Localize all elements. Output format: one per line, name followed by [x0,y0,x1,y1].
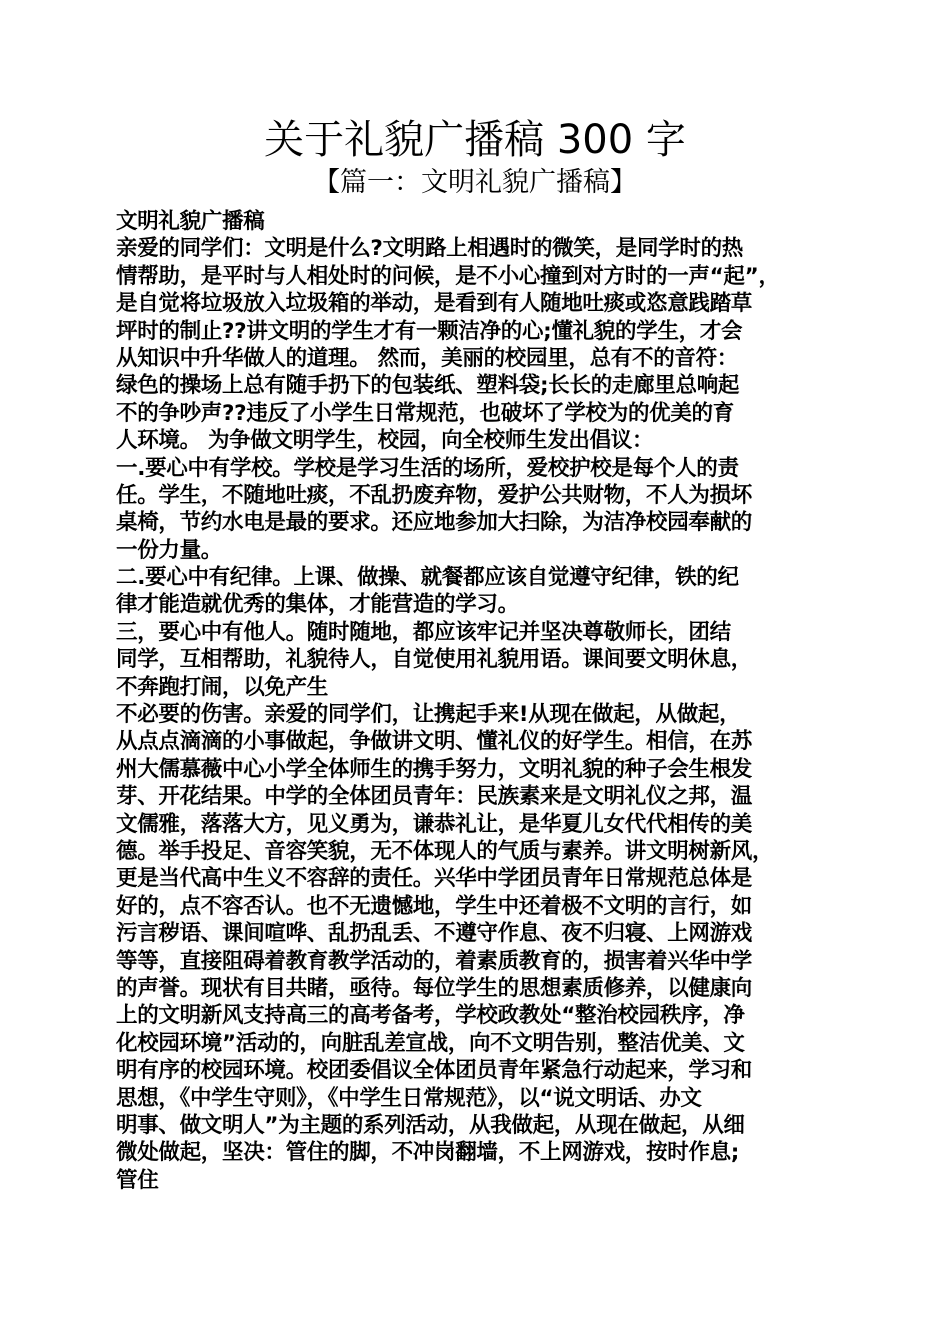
text-line: 情帮助，是平时与人相处时的问候，是不小心撞到对方时的一声“起”， [116,263,780,289]
text-line: 管住 [116,1167,159,1193]
text-line: 桌椅，节约水电是最的要求。还应地参加大扫除，为洁净校园奉献的 [116,510,753,536]
document-body [116,208,846,1194]
text-line: 等等，直接阻碍着教育教学活动的，着素质教育的，损害着兴华中学 [116,948,753,974]
text-line: 更是当代高中生义不容辞的责任。兴华中学团员青年日常规范总体是 [116,866,753,892]
text-line: 的声誉。现状有目共睹，亟待。每位学生的思想素质修养，以健康向 [116,975,753,1001]
text-line: 文儒雅，落落大方，见义勇为，谦恭礼让，是华夏儿女代代相传的美 [116,811,753,837]
text-line: 一份力量。 [116,537,223,563]
text-line: 明有序的校园环境。校团委倡议全体团员青年紧急行动起来，学习和 [116,1058,753,1084]
text-line: 上的文明新风支持高三的高考备考，学校政教处“整治校园秩序，净 [116,1003,745,1029]
text-line: 绿色的操场上总有随手扔下的包装纸、塑料袋;长长的走廊里总响起 [116,373,740,399]
text-line: 律才能造就优秀的集体，才能营造的学习。 [116,592,519,618]
text-line: 从知识中升华做人的道理。 然而，美丽的校园里，总有不的音符： [116,345,738,371]
document-title: 关于礼貌广播稿 300 字 [264,117,686,163]
text-line: 不奔跑打闹，以免产生 [116,674,329,700]
text-line: 不必要的伤害。亲爱的同学们，让携起手来!从现在做起，从做起， [116,702,741,728]
text-line: 德。举手投足、音容笑貌，无不体现人的气质与素养。讲文明树新风， [116,838,774,864]
text-line: 污言秽语、课间喧哗、乱扔乱丢、不遵守作息、夜不归寝、上网游戏 [116,921,753,947]
text-line: 化校园环境”活动的，向脏乱差宣战，向不文明告别，整洁优美、文 [116,1030,745,1056]
text-line: 一.要心中有学校。学校是学习生活的场所，爱校护校是每个人的责 [116,455,739,481]
text-line: 人环境。 为争做文明学生，校园，向全校师生发出倡议： [116,428,654,454]
document-subtitle: 【篇一：文明礼貌广播稿】 [313,167,637,198]
text-line: 坪时的制止??讲文明的学生才有一颗洁净的心;懂礼貌的学生，才会 [116,318,743,344]
text-line: 三，要心中有他人。随时随地，都应该牢记并坚决尊敬师长，团结 [116,619,731,645]
text-line: 微处做起，坚决：管住的脚，不冲岗翻墙，不上网游戏，按时作息; [116,1140,740,1166]
text-line: 文明礼貌广播稿 [116,209,265,234]
text-line: 州大儒慕薇中心小学全体师生的携手努力，文明礼貌的种子会生根发 [116,756,753,782]
text-line: 是自觉将垃圾放入垃圾箱的举动，是看到有人随地吐痰或恣意践踏草 [116,291,753,317]
text-line: 从点点滴滴的小事做起，争做讲文明、懂礼仪的好学生。相信，在苏 [116,729,753,755]
text-line: 思想，《中学生守则》，《中学生日常规范》，以“说文明话、办文 [116,1085,702,1111]
text-line: 不的争吵声??违反了小学生日常规范，也破坏了学校为的优美的育 [116,400,734,426]
text-line: 任。学生，不随地吐痰，不乱扔废弃物，爱护公共财物，不人为损坏 [116,482,753,508]
text-line: 同学，互相帮助，礼貌待人，自觉使用礼貌用语。课间要文明休息， [116,647,753,673]
text-line: 亲爱的同学们：文明是什么?文明路上相遇时的微笑，是同学时的热 [116,236,743,262]
text-line: 明事、做文明人”为主题的系列活动，从我做起，从现在做起，从细 [116,1112,745,1138]
text-line: 芽、开花结果。中学的全体团员青年：民族素来是文明礼仪之邦，温 [116,784,753,810]
text-line: 二.要心中有纪律。上课、做操、就餐都应该自觉遵守纪律，铁的纪 [116,565,739,591]
text-line: 好的，点不容否认。也不无遗憾地，学生中还着极不文明的言行，如 [116,893,753,919]
